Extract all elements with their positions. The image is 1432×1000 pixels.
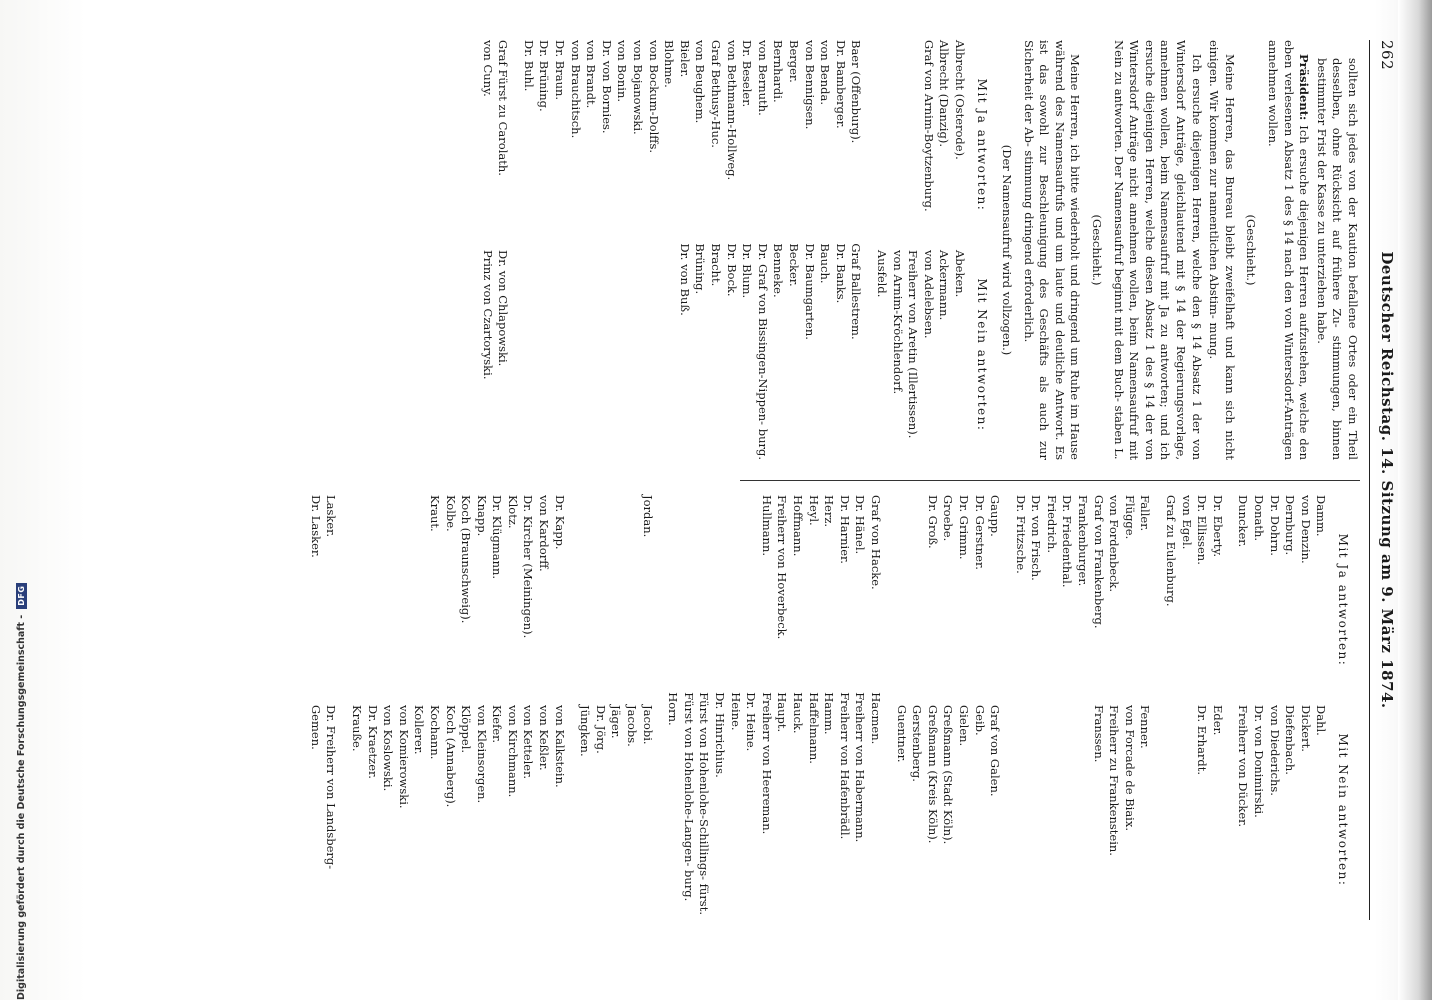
no-list xyxy=(348,705,566,915)
member-name: Dr. Kircher (Meiningen). xyxy=(521,495,536,639)
member-name: von Ketteler. xyxy=(521,705,536,779)
member-name: Dahl. xyxy=(1314,705,1329,736)
member-name: Graf Fürst zu Carolath. xyxy=(496,40,511,176)
member-name: Dr. Braun. xyxy=(553,40,568,101)
member-name: von Keßler. xyxy=(537,705,552,771)
member-name: Heine. xyxy=(728,692,743,731)
member-name: Bauch. xyxy=(818,243,833,284)
member-name: Jüngken. xyxy=(578,705,593,757)
column-divider xyxy=(740,480,1360,481)
member-name: Greßmann (Stadt Köln). xyxy=(941,705,956,845)
yes-heading: Mit Ja antworten: xyxy=(1336,533,1350,667)
member-name: von Fordenbeck. xyxy=(1107,495,1122,593)
member-name: Dr. Fritzsche. xyxy=(1013,495,1028,574)
member-name: Diefenbach. xyxy=(1283,705,1298,775)
president-text: Ich ersuche diejenigen Herren aufzustehen, welche den eben verlesenen Absatz 1 des § 14 nach den von Wintersdorf-Anträgen annehmen wollen. xyxy=(1266,40,1312,460)
member-name: Knapp. xyxy=(474,495,489,537)
member-name: Dr. Grimm. xyxy=(956,495,971,560)
continuation-text: sollten sich jedes von der Kaution befallene Ortes oder ein Theil desselben, ohne Rücksicht auf frühere Zu- stimmungen, binnen bestimmter Frist der Kasse zu unterziehen habe. xyxy=(1314,58,1360,460)
stage-direction: (Geschieht.) xyxy=(1090,214,1105,286)
member-name: Dr. Hänel. xyxy=(853,495,868,555)
member-name: Jacobi. xyxy=(640,705,655,745)
yes-list xyxy=(1162,495,1224,705)
yes-list xyxy=(1012,495,1152,705)
vote-group-f xyxy=(1012,495,1152,915)
member-name: Hoffmann. xyxy=(791,495,805,557)
member-name: Jäger. xyxy=(609,705,624,739)
member-name: Faller. xyxy=(1138,495,1153,532)
member-name: Dr. Dohrn. xyxy=(1267,495,1282,556)
member-name: Lasker. xyxy=(324,495,339,538)
member-name: Dr. Harnier. xyxy=(837,495,852,564)
member-name: Fenner. xyxy=(1138,705,1153,749)
member-name: Heyl. xyxy=(806,495,821,526)
yes-list xyxy=(577,495,655,705)
digitization-credit xyxy=(14,585,28,1000)
vote-group-h xyxy=(665,495,883,915)
no-list xyxy=(577,705,655,915)
member-name: Gerstenberg. xyxy=(910,705,925,782)
vote-group-a xyxy=(873,40,967,460)
member-name: Dr. Kapp. xyxy=(552,495,567,550)
member-name: Hullmann. xyxy=(759,495,774,557)
no-list xyxy=(307,705,338,915)
member-name: Dickert. xyxy=(1298,705,1313,752)
member-name: Dr. Buhl. xyxy=(521,40,536,92)
member-name: Damm. xyxy=(1314,495,1329,537)
member-name: Benneke. xyxy=(771,243,786,298)
member-name: Donath. xyxy=(1252,495,1267,542)
member-name: Haupt. xyxy=(775,692,790,733)
member-name: Dr. Klügmann. xyxy=(490,495,505,580)
member-name: Guentner. xyxy=(894,705,909,763)
running-head: Deutscher Reichstag. 14. Sitzung am 9. März 1874. xyxy=(1378,251,1396,709)
no-list xyxy=(1012,705,1152,915)
member-name: Gemen. xyxy=(308,705,323,750)
member-name: Freiherr von Hafenbrädl. xyxy=(837,692,852,840)
member-name: Freiherr von Habermann. xyxy=(853,692,868,843)
member-name: Fürst von Hohenlohe-Langen- burg. xyxy=(681,692,696,902)
member-name: Graf von Galen. xyxy=(988,705,1003,797)
paragraph: Meine Herren, das Bureau bleibt zweifelhaft und kann sich nicht einigen. Wir kommen zur namentlichen Abstim- mung. xyxy=(1207,40,1237,460)
member-name: Dr. Hinrichius. xyxy=(713,692,728,778)
member-name: Koch (Braunschweig). xyxy=(459,495,474,624)
member-name: Herz. xyxy=(822,495,837,528)
header-rule xyxy=(1369,40,1370,920)
member-name: Graf Bethusy-Huc. xyxy=(709,40,724,148)
member-name: Geib. xyxy=(972,705,987,736)
credit-text: Digitalisierung gefördert durch die Deutsche Forschungsgemeinschaft - xyxy=(15,614,27,1000)
member-name: Gaupp. xyxy=(988,495,1003,537)
member-name: von Cuny. xyxy=(480,40,495,97)
member-name: Prinz von Czartoryski. xyxy=(480,250,495,380)
yes-list xyxy=(665,495,883,692)
member-name: Albrecht (Osterode). xyxy=(952,40,967,160)
member-name: Freiherr von Aretin (Illertissen). xyxy=(906,250,921,439)
member-name: Dr. Brüning. xyxy=(537,40,552,112)
member-name: Brüning. xyxy=(693,243,708,295)
paragraph: Meine Herren, ich bitte wiederholt und dringend um Ruhe im Hause während des Namensaufrufs und um laute und deutliche Antwort. Es ist das sowohl zur Beschleunigung des Geschäfts als auch zur Sicherheit der Ab- stimmung dringend erforderlich. xyxy=(1021,40,1083,460)
member-name: Hacmen. xyxy=(868,692,883,745)
member-name: Berger. xyxy=(787,40,801,83)
member-name: Dernburg. xyxy=(1283,495,1298,556)
group-spacer xyxy=(338,495,348,915)
member-name: Dr. Beseler. xyxy=(740,40,755,108)
group-spacer xyxy=(1002,495,1012,915)
member-name: Duncker. xyxy=(1236,495,1251,548)
member-name: Dr. von Chlapowski. xyxy=(496,250,511,367)
member-name: Dr. Gerstner. xyxy=(972,495,987,570)
member-name: von Koslowski. xyxy=(381,705,396,792)
member-name: Gielen. xyxy=(956,705,971,747)
stage-direction: (Geschieht.) xyxy=(1244,214,1259,286)
member-name: Dr. Blum. xyxy=(740,243,755,299)
member-name: Krauße. xyxy=(349,705,364,752)
member-name: Dr. Ellissen. xyxy=(1195,495,1210,565)
member-name: Dr. Bock. xyxy=(724,243,739,297)
no-heading: Mit Nein antworten: xyxy=(1336,733,1350,887)
left-column xyxy=(479,40,1360,460)
member-name: Eder. xyxy=(1210,705,1225,736)
member-name: Dr. Banks. xyxy=(833,243,848,304)
vote-group-d xyxy=(1235,495,1329,915)
member-name: Klöppel. xyxy=(459,705,474,754)
member-name: von Bennigsen. xyxy=(802,40,817,130)
vote-heading xyxy=(973,40,989,460)
member-name: Graf von Frankenberg. xyxy=(1091,495,1106,629)
group-spacer xyxy=(863,40,873,460)
yes-list xyxy=(307,495,338,705)
vote-heading xyxy=(1334,495,1350,915)
member-name: von Beughem. xyxy=(693,40,708,124)
president-paragraph xyxy=(1264,40,1311,460)
no-list xyxy=(1162,705,1224,915)
member-name: Kolbe. xyxy=(443,495,458,532)
page-header xyxy=(1372,40,1396,920)
yes-list xyxy=(520,40,863,243)
member-name: Baer (Offenburg). xyxy=(849,40,864,144)
member-name: Ausfeld. xyxy=(874,250,889,298)
member-name: Freiherr von Dücker. xyxy=(1236,705,1251,828)
member-name: Freiherr zu Frankenstein. xyxy=(1107,705,1122,856)
member-name: Graf von Hacke. xyxy=(868,495,883,590)
member-name: Kiefer. xyxy=(490,705,505,744)
yes-list xyxy=(348,495,566,705)
group-spacer xyxy=(883,495,893,915)
paragraph: Ich ersuche diejenigen Herren, welche den § 14 Absatz 1 der von Wintersdorf Anträge, gleichlautend mit § 14 der Regierungsvorlage, annehmen wollen, beim Namensaufruf mit Ja zu antworten; und ich ersuche diejenigen Herren, welche diesen Absatz 1 des § 14 der von Wintersdorf Anträge nicht annehmen wollen, beim Namensaufruf mit Nein zu antworten. Der Namensaufruf beginnt mit dem Buch- staben L. xyxy=(1111,40,1204,460)
member-name: Dr. von Bornies. xyxy=(599,40,614,134)
member-name: Klotz. xyxy=(505,495,520,529)
member-name: Hauck. xyxy=(791,692,805,734)
member-name: Bernhardi. xyxy=(771,40,786,103)
member-name: Dr. von Donimirski. xyxy=(1252,705,1267,818)
member-name: Bieler. xyxy=(677,40,692,78)
member-name: Jordan. xyxy=(640,495,655,538)
member-name: Dr. Graf von Bissingen-Nippen- burg. xyxy=(755,243,770,460)
member-name: von Kalkstein. xyxy=(552,705,567,788)
vote-group-l xyxy=(307,495,338,915)
speaker-label: Präsident: xyxy=(1297,54,1312,121)
no-list xyxy=(873,250,967,460)
document-page xyxy=(60,40,1400,920)
member-name: Franssen. xyxy=(1091,705,1106,763)
member-name: von Bernuth. xyxy=(755,40,770,116)
member-name: von Benda. xyxy=(818,40,833,106)
no-heading: Mit Nein antworten: xyxy=(974,278,989,432)
vote-group-j xyxy=(577,495,655,915)
member-name: Kochann. xyxy=(427,705,442,760)
member-name: von Kirchmann. xyxy=(505,705,520,798)
no-list xyxy=(520,243,863,460)
member-name: Fürst von Hohenlohe-Schillings- fürst. xyxy=(697,692,712,915)
member-name: Blohme. xyxy=(662,40,677,88)
member-name: Groebe. xyxy=(941,495,956,542)
member-name: von Bockum-Dolffs. xyxy=(646,40,661,154)
no-list xyxy=(1235,705,1329,915)
member-name: Dr. Groß. xyxy=(925,495,940,549)
member-name: Jacobs. xyxy=(625,705,640,747)
member-name: Greßmann (Kreis Köln). xyxy=(925,705,940,844)
member-name: von Brauchitsch. xyxy=(568,40,583,139)
member-name: Haffelmann. xyxy=(806,692,821,764)
member-name: von Bethmann-Hollweg. xyxy=(724,40,739,181)
member-name: Dr. Friedenthal. xyxy=(1060,495,1075,588)
group-spacer xyxy=(510,40,520,460)
member-name: Flügge. xyxy=(1122,495,1137,540)
member-name: Ackermann. xyxy=(937,250,952,321)
member-name: Dr. Eberty. xyxy=(1210,495,1225,558)
member-name: Graf Ballestrem. xyxy=(849,243,864,340)
yes-list xyxy=(873,40,967,250)
member-name: von Komierowski. xyxy=(396,705,411,809)
member-name: von Bojanowski. xyxy=(631,40,646,135)
group-spacer xyxy=(655,495,665,915)
member-name: Dr. Erhardt. xyxy=(1195,705,1210,776)
page-number: 262 xyxy=(1378,40,1396,71)
member-name: Dr. Freiherr von Landsberg- xyxy=(324,705,339,870)
member-name: Freiherr von Heereman. xyxy=(759,692,774,835)
member-name: von Kardorff. xyxy=(537,495,552,572)
vote-group-e xyxy=(1162,495,1224,915)
yes-list xyxy=(479,40,510,250)
member-name: Freiherr von Hoverbeck. xyxy=(775,495,790,640)
member-name: von Bonin. xyxy=(615,40,630,103)
stage-direction: (Der Namensaufruf wird vollzogen.) xyxy=(1000,144,1015,356)
member-name: Dr. Jörg. xyxy=(593,705,608,754)
yes-list xyxy=(1235,495,1329,705)
member-name: Koch (Annaberg). xyxy=(443,705,458,808)
member-name: Becker. xyxy=(787,243,801,287)
dfg-logo: DFG xyxy=(16,583,27,609)
member-name: von Denzin. xyxy=(1298,495,1313,564)
member-name: Dr. von Frisch. xyxy=(1029,495,1044,581)
member-name: von Arnim-Kröchlendorf. xyxy=(890,250,905,395)
member-name: Bracht. xyxy=(709,243,724,287)
member-name: Kollerer. xyxy=(412,705,427,755)
member-name: von Diederichs. xyxy=(1267,705,1282,796)
right-column xyxy=(307,495,1360,915)
member-name: von Kleinsorgen. xyxy=(474,705,489,804)
group-spacer xyxy=(1152,495,1162,915)
vote-group-c xyxy=(479,40,510,460)
member-name: von Brandt. xyxy=(584,40,599,109)
no-list xyxy=(479,250,510,460)
member-name: von Forcade de Biaix. xyxy=(1122,705,1137,832)
member-name: Dr. Baumgarten. xyxy=(802,243,817,340)
group-spacer xyxy=(567,495,577,915)
member-name: Graf zu Eulenburg. xyxy=(1164,495,1179,607)
vote-group-g xyxy=(893,495,1002,915)
member-name: Abeken. xyxy=(952,250,967,298)
yes-list xyxy=(893,495,1002,705)
no-list xyxy=(665,692,883,915)
member-name: Hamm. xyxy=(822,692,837,735)
no-list xyxy=(893,705,1002,915)
yes-heading: Mit Ja antworten: xyxy=(974,78,989,212)
member-name: Dr. von Buß. xyxy=(677,243,692,316)
member-name: Dr. Lasker. xyxy=(308,495,323,558)
member-name: Graf von Arnim-Boytzenburg. xyxy=(921,40,936,212)
member-name: Albrecht (Danzig). xyxy=(937,40,952,147)
vote-group-b xyxy=(520,40,863,460)
member-name: Dr. Bamberger. xyxy=(833,40,848,129)
member-name: Dr. Heine. xyxy=(744,692,759,752)
member-name: Horn. xyxy=(666,692,681,726)
member-name: Kraut. xyxy=(427,495,442,532)
vote-group-k xyxy=(348,495,566,915)
member-name: von Egel. xyxy=(1179,495,1194,550)
member-name: Frankenburger. xyxy=(1076,495,1091,587)
member-name: Dr. Kraetzer. xyxy=(365,705,380,779)
group-spacer xyxy=(1225,495,1235,915)
member-name: Friedrich. xyxy=(1044,495,1059,553)
member-name: von Adelebsen. xyxy=(921,250,936,339)
